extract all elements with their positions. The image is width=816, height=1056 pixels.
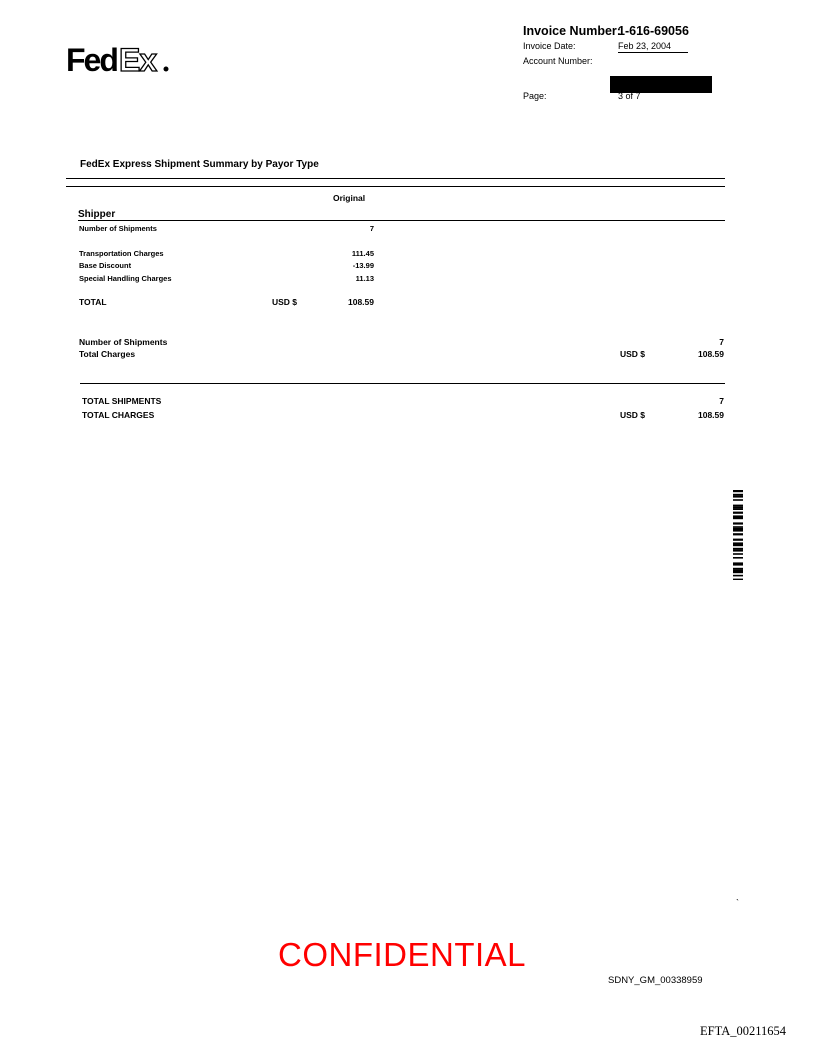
shipper-rule [78,220,725,221]
shipper-total-value: 108.59 [348,297,374,307]
barcode-bar [733,571,743,573]
transport-label: Transportation Charges [79,249,164,258]
fedex-logo [66,42,186,80]
shipper-shipments-label: Number of Shipments [79,224,157,233]
subtotal-charges-label: Total Charges [79,349,136,359]
barcode-bar [733,490,743,492]
barcode-bar [733,539,743,541]
section-title: FedEx Express Shipment Summary by Payor Type [80,159,319,170]
barcode-bar [733,562,743,564]
barcode-bar [733,526,743,528]
barcode-bar [733,494,743,496]
stray-mark: ` [736,898,739,908]
transport-value: 111.45 [351,249,374,258]
subtotal-shipments-label: Number of Shipments [79,337,168,347]
grand-total-rule [80,383,725,384]
barcode-bar [733,506,743,508]
grand-charges-currency: USD $ [620,410,646,420]
barcode-bar [733,512,743,514]
top-rule-1 [66,178,725,179]
barcode-bar [733,517,743,519]
payor-shipper: Shipper [78,209,116,220]
page-label: Page: [523,91,547,101]
invoice-date-label: Invoice Date: [523,41,576,51]
confidential-stamp: CONFIDENTIAL [278,936,527,973]
barcode-bar [733,515,743,517]
date-underline [618,52,688,53]
invoice-number-label: Invoice Number: [523,24,621,38]
grand-shipments-label: TOTAL SHIPMENTS [82,396,162,406]
barcode-bar [733,549,743,551]
bates-number: SDNY_GM_00338959 [608,975,703,986]
barcode-bar [733,495,743,497]
shipper-shipments-value: 7 [369,224,374,233]
barcode-bar [733,568,743,570]
subtotal-shipments-value: 7 [719,337,724,347]
discount-label: Base Discount [79,261,132,270]
barcode-bar [733,575,743,577]
barcode-bar [733,499,743,501]
subtotal-charges-value: 108.59 [698,349,724,359]
barcode-bar [733,530,743,532]
grand-charges-value: 108.59 [698,410,724,420]
grand-shipments-value: 7 [719,396,724,406]
barcode-bar [733,548,743,550]
barcode-bar [733,505,743,507]
barcode-bar [733,528,743,530]
barcode-bar [733,544,743,546]
page-value: 3 of 7 [618,91,641,101]
invoice-number-value: 1-616-69056 [618,24,689,38]
barcode-bar [733,553,743,555]
account-number-label: Account Number: [523,56,593,66]
efta-number: EFTA_00211654 [700,1024,787,1038]
logo-dot [164,67,169,72]
subtotal-charges-currency: USD $ [620,349,646,359]
barcode-image [733,490,743,580]
barcode-bar [733,569,743,571]
top-rule-2 [66,186,725,187]
discount-value: -13.99 [352,261,374,270]
column-header-original: Original [333,193,366,203]
barcode-bar [733,579,743,580]
barcode-bar [733,542,743,544]
shipper-total-currency: USD $ [272,297,298,307]
shipper-total-label: TOTAL [79,297,107,307]
logo-ex-text: Ex [119,42,157,78]
barcode-bar [733,557,743,559]
handling-value: 11.13 [355,274,374,283]
handling-label: Special Handling Charges [79,274,172,283]
barcode-bar [733,522,743,524]
grand-charges-label: TOTAL CHARGES [82,410,155,420]
barcode-bar [733,564,743,566]
barcode-bar [733,533,743,535]
invoice-date-value: Feb 23, 2004 [618,41,672,51]
logo-fed-text: Fed [66,42,117,78]
barcode-bar [733,508,743,510]
